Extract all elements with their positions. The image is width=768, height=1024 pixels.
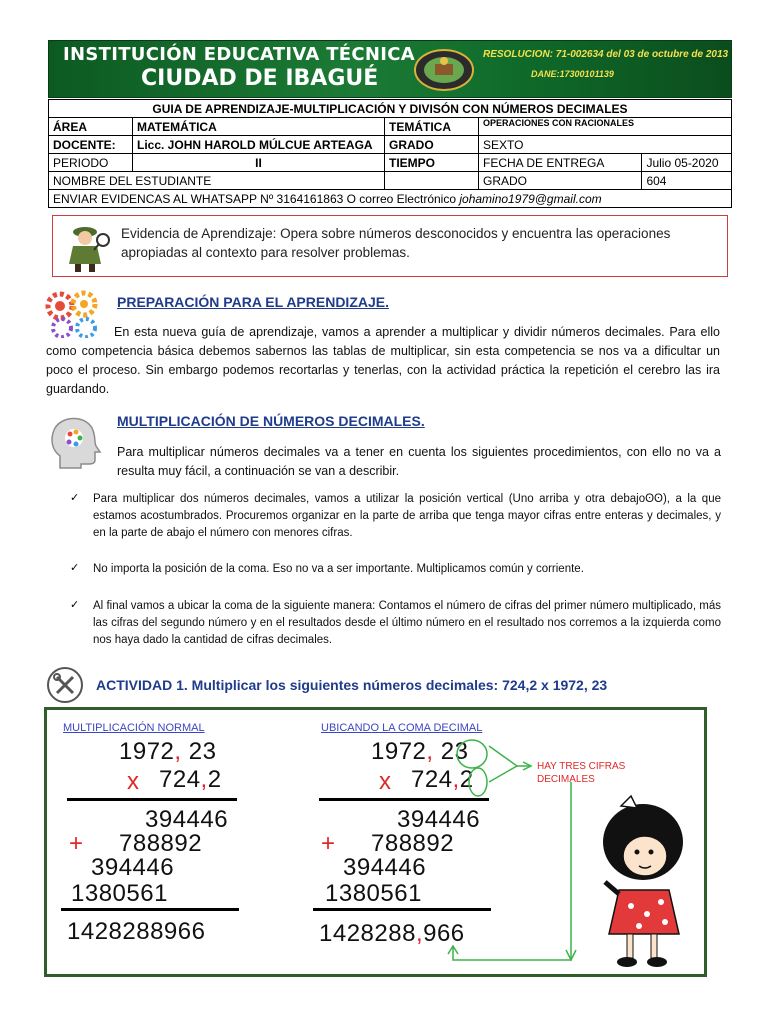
times-sign: x xyxy=(127,768,140,795)
tiempo-label: TIEMPO xyxy=(385,154,479,172)
check-icon: ✓ xyxy=(70,492,80,504)
estudiante-label: NOMBRE DEL ESTUDIANTE xyxy=(49,172,385,190)
detective-icon xyxy=(61,220,115,274)
partial-product-3: 394446 xyxy=(91,854,175,881)
grado-label: GRADO xyxy=(385,136,479,154)
bottom-factor-comma: , xyxy=(452,766,460,793)
check-icon: ✓ xyxy=(70,599,80,611)
activity-title: ACTIVIDAD 1. Multiplicar los siguientes números decimales: 724,2 x 1972, 23 xyxy=(96,677,608,693)
periodo-value: II xyxy=(133,154,385,172)
top-factor-comma: , xyxy=(426,738,434,765)
evidencias-text: ENVIAR EVIDENCAS AL WHATSAPP Nº 3164161863 O correo Electrónico xyxy=(53,191,457,206)
school-name-line1: INSTITUCIÓN EDUCATIVA TÉCNICA xyxy=(63,44,416,65)
brain-head-icon xyxy=(46,414,104,472)
email-link[interactable]: johamino1979@gmail.com xyxy=(459,191,602,206)
plus-sign: + xyxy=(69,830,84,857)
docente-value: Licc. JOHN HAROLD MÚLCUE ARTEAGA xyxy=(133,136,385,154)
partial-product-1: 394446 xyxy=(145,806,229,833)
top-factor-int: 1972 xyxy=(371,738,427,765)
evidencias-row xyxy=(49,190,732,208)
result-number: 1428288966 xyxy=(67,918,206,945)
partial-product-3: 394446 xyxy=(343,854,427,881)
decimal-note: HAY TRES CIFRAS DECIMALES xyxy=(537,761,626,785)
school-name-line2: CIUDAD DE IBAGUÉ xyxy=(141,66,379,91)
dane-code: DANE:17300101139 xyxy=(531,69,614,79)
partial-product-1: 394446 xyxy=(397,806,481,833)
learning-evidence-box xyxy=(52,215,728,277)
area-label: ÁREA xyxy=(49,118,133,136)
exercise-panel xyxy=(44,707,707,977)
estudiante-value[interactable] xyxy=(385,172,479,190)
bottom-factor-int: 724 xyxy=(159,766,201,793)
partial-product-2: 788892 xyxy=(119,830,203,857)
bottom-factor-comma: , xyxy=(200,766,208,793)
top-factor-dec: 23 xyxy=(181,738,217,765)
bottom-factor-dec: 2 xyxy=(207,766,222,793)
top-factor-int: 1972 xyxy=(119,738,175,765)
grado-value: SEXTO xyxy=(479,136,732,154)
docente-label: DOCENTE: xyxy=(49,136,133,154)
bottom-factor-int: 724 xyxy=(411,766,453,793)
guide-title: GUIA DE APRENDIZAJE-MULTIPLICACIÓN Y DIVISÓN CON NÚMEROS DECIMALES xyxy=(49,100,732,118)
result-int: 1428288 xyxy=(319,920,416,947)
fecha-label: FECHA DE ENTREGA xyxy=(479,154,642,172)
multiplication-heading: MULTIPLICACIÓN DE NÚMEROS DECIMALES. xyxy=(117,413,425,429)
bullet-item: No importa la posición de la coma. Eso no va a ser importante. Multiplicamos común y corriente. xyxy=(93,563,584,575)
partial-sum: 1380561 xyxy=(71,880,168,907)
result-dec: 966 xyxy=(423,920,465,947)
tematica-value: OPERACIONES CON RACIONALES xyxy=(479,118,732,136)
school-banner xyxy=(48,40,732,98)
guide-info-table xyxy=(48,99,732,208)
preparation-heading: PREPARACIÓN PARA EL APRENDIZAJE. xyxy=(117,294,389,310)
partial-product-2: 788892 xyxy=(371,830,455,857)
school-crest-icon xyxy=(413,47,475,93)
bullet-item: Para multiplicar dos números decimales, vamos a utilizar la posición vertical (Uno arriba y otra debajoʘʘ), a la que estamos acostumbrados. Procuremos organizar en la parte de arriba que tenga mayor cifras entre enteras y decimales, y en la parte de abajo el número con menores cifras. xyxy=(93,493,721,539)
left-header: MULTIPLICACIÓN NORMAL xyxy=(63,722,205,734)
tools-icon xyxy=(46,666,84,704)
resolution-text: RESOLUCION: 71-002634 del 03 de octubre de 2013 xyxy=(483,49,729,60)
periodo-label: PERIODO xyxy=(49,154,133,172)
right-header: UBICANDO LA COMA DECIMAL xyxy=(321,722,483,734)
plus-sign: + xyxy=(321,830,336,857)
area-value: MATEMÁTICA xyxy=(133,118,385,136)
evidence-text: Evidencia de Aprendizaje: Opera sobre números desconocidos y encuentra las operaciones apropiadas al contexto para resolver problemas. xyxy=(121,226,671,260)
multiplication-intro: Para multiplicar números decimales va a tener en cuenta los siguientes procedimientos, con ello no va a resulta muy fácil, a continuación se van a describir. xyxy=(117,445,721,478)
result-comma: , xyxy=(415,920,424,947)
partial-sum: 1380561 xyxy=(325,880,422,907)
times-sign: x xyxy=(379,768,392,795)
top-factor-dec: 23 xyxy=(433,738,469,765)
tematica-label: TEMÁTICA xyxy=(385,118,479,136)
mafalda-character-icon xyxy=(587,794,697,972)
check-icon: ✓ xyxy=(70,562,80,574)
bottom-factor-dec: 2 xyxy=(459,766,474,793)
bullet-item: Al final vamos a ubicar la coma de la siguiente manera: Contamos el número de cifras del primer número multiplicado, más las cifras del segundo número y en el resultados desde el último número en el resultado nos corremos a la izquierda como nos haya dado la cantidad de cifras decimales. xyxy=(93,600,721,646)
fecha-value: Julio 05-2020 xyxy=(642,154,732,172)
preparation-paragraph: En esta nueva guía de aprendizaje, vamos a aprender a multiplicar y dividir números decimales. Para ello como competencia básica debemos sabernos las tablas de multiplicar, sin esta competencia se nos va a dificultar un poco el proceso. Sin embargo podemos recortarlas y tenerlas, con la actividad práctica la repetición el cerebro las ira guardando. xyxy=(46,325,720,396)
grado2-label: GRADO xyxy=(479,172,642,190)
top-factor-comma: , xyxy=(174,738,182,765)
grado2-value: 604 xyxy=(642,172,732,190)
